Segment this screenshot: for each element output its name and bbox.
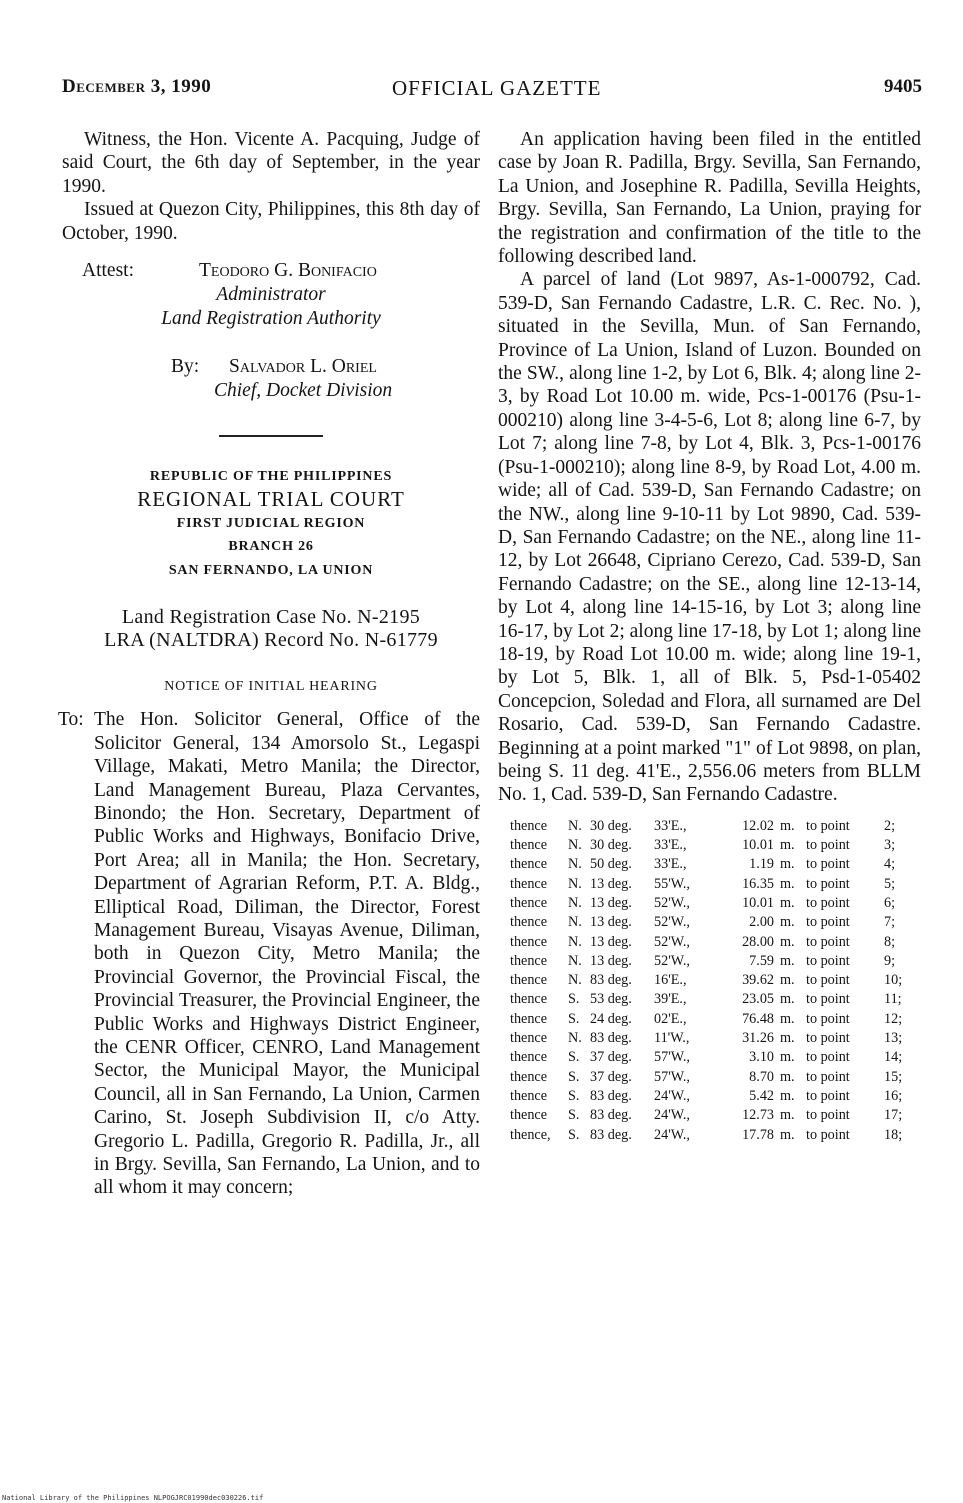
parcel-description: A parcel of land (Lot 9897, As-1-000792, Cad. 539-D, San Fernando Cadastre, L.R. C. Rec. No. ), situated in the Sevilla, Mun. of San Fernando, Province of La Union, Island of Luzon. Bounded on the SW., along line 1-2, by Lot 6, Blk. 4; along line 2-3, by Road Lot 10.00 m. wide, Pcs-1-00176 (Psu-1-000210) along line 3-4-5-6, Lot 8; along line 6-7, by Lot 7; along line 7-8, by Lot 4, Blk. 3, Pcs-1-00176 (Psu-1-000210); along line 8-9, by Road Lot, 4.00 m. wide; all of Cad. 539-D, San Fernando Cadastre; on the NW., along line 9-10-11 by Lot 9890, Cad. 539-D, San Fernando Cadastre; on the NE., along line 11-12, by Lot 26648, Cipriano Cerezo, Cad. 539-D, San Fernando Cadastre; on the SE., along line 12-13-14, by Lot 4, along line 14-15-16, by Lot 3; along line 16-17, by Lot 2; along line 17-18, by Lot 1; along line 18-19, by Road Lot 10.00 m. wide; along line 19-1, by Lot 5, Blk. 1, all of Blk. 5, Psd-1-05402 Concepcion, Soledad and Flora, all surnamed are Del Rosario, Cad. 539-D, San Fernando Cadastre. Beginning at a point marked "1" of Lot 9898, on plan, being S. 11 deg. 41'E., 2,556.06 meters from BLLM No. 1, Cad. 539-D, San Fernando Cadastre. [498, 269, 921, 806]
scan-footer: National Library of the Philippines NLPOGJRC01990dec030226.tif [2, 1494, 264, 1502]
bearing-unit: m. [780, 1087, 795, 1104]
bearing-dir: N. [568, 817, 582, 834]
bearing-min: 24'W., [654, 1107, 690, 1124]
bearing-unit: m. [780, 856, 795, 873]
issued-paragraph: Issued at Quezon City, Philippines, this 8th day of October, 1990. [62, 199, 480, 244]
attest-title-administrator: Administrator [216, 284, 326, 306]
bearing-dir: S. [568, 1107, 580, 1124]
bearing-to: to point [806, 1126, 850, 1143]
bearing-min: 52'W., [654, 914, 690, 931]
bearing-to: to point [806, 856, 850, 873]
bearing-to: to point [806, 933, 850, 950]
bearing-thence: thence [510, 1068, 548, 1085]
bearing-dir: N. [568, 972, 582, 989]
bearing-pt: 14; [884, 1049, 903, 1066]
right-column [498, 128, 921, 1145]
bearing-pt: 13; [884, 1030, 903, 1047]
bearing-pt: 5; [884, 875, 896, 892]
to-label: To: [58, 709, 84, 731]
bearing-row [510, 1068, 921, 1087]
bearing-pt: 12; [884, 1010, 903, 1027]
bearing-dir: N. [568, 1030, 582, 1047]
attest-name: Teodoro G. Bonifacio [199, 260, 377, 282]
bearing-dir: N. [568, 837, 582, 854]
bearing-min: 33'E., [654, 817, 687, 834]
judicial-region: FIRST JUDICIAL REGION [176, 515, 366, 531]
bearing-row [510, 1106, 921, 1125]
bearing-thence: thence [510, 1087, 548, 1104]
bearing-min: 52'W., [654, 933, 690, 950]
bearing-deg: 83 deg. [590, 1126, 632, 1143]
bearing-row [510, 836, 921, 855]
bearing-unit: m. [780, 1049, 795, 1066]
bearing-dist: 5.42 [749, 1087, 774, 1104]
bearing-min: 24'W., [654, 1087, 690, 1104]
bearing-deg: 83 deg. [590, 1030, 632, 1047]
page-header [62, 76, 922, 104]
bearing-to: to point [806, 914, 850, 931]
bearing-pt: 10; [884, 972, 903, 989]
bearing-row [510, 933, 921, 952]
bearing-min: 39'E., [654, 991, 687, 1008]
bearing-pt: 17; [884, 1107, 903, 1124]
bearing-dir: S. [568, 991, 580, 1008]
bearing-dist: 39.62 [742, 972, 774, 989]
by-title: Chief, Docket Division [214, 380, 393, 402]
bearing-deg: 13 deg. [590, 914, 632, 931]
application-paragraph: An application having been filed in the entitled case by Joan R. Padilla, Brgy. Sevilla, San Fernando, La Union, and Josephine R. Padilla, Sevilla Heights, Brgy. Sevilla, San Fernando, La Union, praying for the registration and confirmation of the title to the following described land. [498, 129, 921, 268]
court-location: SAN FERNANDO, LA UNION [168, 562, 374, 578]
attest-block [62, 259, 480, 333]
bearing-pt: 11; [884, 991, 902, 1008]
bearing-thence: thence [510, 933, 548, 950]
case-numbers [62, 606, 480, 653]
bearing-to: to point [806, 837, 850, 854]
bearing-dist: 76.48 [742, 1010, 774, 1027]
bearing-thence: thence [510, 894, 548, 911]
bearing-unit: m. [780, 972, 795, 989]
attest-label: Attest: [82, 260, 134, 282]
bearing-pt: 9; [884, 952, 896, 969]
bearing-unit: m. [780, 817, 795, 834]
bearing-pt: 18; [884, 1126, 903, 1143]
bearing-min: 52'W., [654, 894, 690, 911]
bearing-row [510, 1048, 921, 1067]
by-name: Salvador L. Oriel [229, 356, 377, 378]
bearing-to: to point [806, 972, 850, 989]
bearing-min: 57'W., [654, 1068, 690, 1085]
court-name: REGIONAL TRIAL COURT [137, 487, 405, 512]
bearing-thence: thence [510, 837, 548, 854]
bearing-deg: 37 deg. [590, 1049, 632, 1066]
by-label: By: [171, 356, 200, 378]
bearing-dist: 8.70 [749, 1068, 774, 1085]
bearing-deg: 30 deg. [590, 817, 632, 834]
bearing-row [510, 1029, 921, 1048]
bearing-deg: 13 deg. [590, 894, 632, 911]
bearing-thence: thence [510, 1030, 548, 1047]
bearing-deg: 50 deg. [590, 856, 632, 873]
bearing-to: to point [806, 991, 850, 1008]
bearing-row [510, 817, 921, 836]
court-heading [62, 465, 480, 582]
bearing-dist: 3.10 [749, 1049, 774, 1066]
bearing-deg: 13 deg. [590, 952, 632, 969]
bearing-dist: 31.26 [742, 1030, 774, 1047]
bearing-dir: N. [568, 914, 582, 931]
page-number: 9405 [884, 76, 922, 97]
bearing-unit: m. [780, 914, 795, 931]
left-column [58, 128, 480, 1200]
bearing-dist: 10.01 [742, 837, 774, 854]
bearing-pt: 2; [884, 817, 896, 834]
bearing-deg: 13 deg. [590, 933, 632, 950]
bearing-dist: 12.02 [742, 817, 774, 834]
bearing-dist: 23.05 [742, 991, 774, 1008]
bearing-deg: 24 deg. [590, 1010, 632, 1027]
bearing-thence: thence [510, 856, 548, 873]
bearing-dist: 12.73 [742, 1107, 774, 1124]
bearing-deg: 13 deg. [590, 875, 632, 892]
bearing-deg: 83 deg. [590, 972, 632, 989]
addressees-text: The Hon. Solicitor General, Office of the Solicitor General, 134 Amorsolo St., Legaspi Village, Makati, Metro Manila; the Director, Land Management Bureau, Plaza Cervantes, Binondo; the Hon. Secretary, Department of Public Works and Highways, Bonifacio Drive, Port Area; all in Manila; the Hon. Secretary, Department of Agrarian Reform, P.T. A. Bldg., Elliptical Road, Diliman, the Director, Forest Management Bureau, Visayas Avenue, Diliman, both in Quezon City, Metro Manila; the Provincial Governor, the Provincial Fiscal, the Provincial Treasurer, the Provincial Engineer, the Public Works and Highways District Engineer, the CENR Officer, CENRO, Land Management Sector, the Municipal Mayor, the Municipal Council, all in San Fernando, La Union, Carmen Carino, St. Joseph Subdivision II, c/o Atty. Gregorio L. Padilla, Gregorio R. Padilla, Jr., all in Brgy. Sevilla, San Fernando, La Union, and to all whom it may concern; [94, 709, 480, 1199]
bearing-unit: m. [780, 1030, 795, 1047]
bearing-thence: thence [510, 991, 548, 1008]
republic-heading: REPUBLIC OF THE PHILIPPINES [149, 469, 393, 485]
addressees-block [58, 708, 480, 1200]
by-block [62, 355, 480, 405]
bearing-min: 57'W., [654, 1049, 690, 1066]
bearing-to: to point [806, 1068, 850, 1085]
record-number: LRA (NALTDRA) Record No. N-61779 [104, 629, 438, 652]
bearing-to: to point [806, 1087, 850, 1104]
bearing-unit: m. [780, 991, 795, 1008]
bearing-pt: 3; [884, 837, 896, 854]
attest-title-authority: Land Registration Authority [161, 308, 381, 330]
bearing-to: to point [806, 952, 850, 969]
bearing-to: to point [806, 1107, 850, 1124]
bearing-row [510, 1087, 921, 1106]
bearing-dir: S. [568, 1087, 580, 1104]
bearing-to: to point [806, 894, 850, 911]
bearing-thence: thence [510, 1049, 548, 1066]
bearing-to: to point [806, 1030, 850, 1047]
bearing-min: 02'E., [654, 1010, 687, 1027]
bearing-row [510, 1010, 921, 1029]
section-divider [219, 435, 323, 437]
bearing-dir: S. [568, 1010, 580, 1027]
bearing-to: to point [806, 1010, 850, 1027]
bearing-dir: N. [568, 894, 582, 911]
bearing-unit: m. [780, 1126, 795, 1143]
bearing-thence: thence, [510, 1126, 551, 1143]
bearing-thence: thence [510, 1010, 548, 1027]
bearing-dir: N. [568, 875, 582, 892]
bearing-unit: m. [780, 1068, 795, 1085]
bearing-dir: S. [568, 1068, 580, 1085]
bearing-unit: m. [780, 1010, 795, 1027]
bearing-pt: 8; [884, 933, 896, 950]
bearing-thence: thence [510, 1107, 548, 1124]
bearing-dist: 17.78 [742, 1126, 774, 1143]
bearing-dir: N. [568, 933, 582, 950]
bearing-min: 52'W., [654, 952, 690, 969]
bearing-min: 55'W., [654, 875, 690, 892]
notice-title: NOTICE OF INITIAL HEARING [164, 678, 378, 694]
issue-date: December 3, 1990 [62, 76, 212, 97]
branch-number: BRANCH 26 [228, 539, 314, 555]
bearing-row [510, 990, 921, 1009]
bearing-thence: thence [510, 972, 548, 989]
bearing-unit: m. [780, 952, 795, 969]
bearing-unit: m. [780, 837, 795, 854]
bearing-row [510, 1126, 921, 1145]
bearing-pt: 7; [884, 914, 896, 931]
case-number: Land Registration Case No. N-2195 [121, 606, 421, 629]
bearing-dist: 28.00 [742, 933, 774, 950]
bearing-thence: thence [510, 817, 548, 834]
bearing-to: to point [806, 817, 850, 834]
publication-title: OFFICIAL GAZETTE [392, 76, 602, 100]
bearing-unit: m. [780, 875, 795, 892]
bearing-row [510, 855, 921, 874]
bearing-unit: m. [780, 933, 795, 950]
bearing-thence: thence [510, 914, 548, 931]
bearing-row [510, 894, 921, 913]
bearing-deg: 83 deg. [590, 1107, 632, 1124]
bearing-deg: 53 deg. [590, 991, 632, 1008]
bearing-row [510, 875, 921, 894]
bearing-pt: 16; [884, 1087, 903, 1104]
bearing-pt: 4; [884, 856, 896, 873]
bearing-min: 33'E., [654, 837, 687, 854]
bearing-dir: N. [568, 952, 582, 969]
bearing-to: to point [806, 875, 850, 892]
bearing-unit: m. [780, 894, 795, 911]
bearing-pt: 6; [884, 894, 896, 911]
bearing-dist: 16.35 [742, 875, 774, 892]
bearing-thence: thence [510, 952, 548, 969]
bearing-deg: 30 deg. [590, 837, 632, 854]
bearing-min: 24'W., [654, 1126, 690, 1143]
bearing-min: 33'E., [654, 856, 687, 873]
bearing-dist: 2.00 [749, 914, 774, 931]
witness-paragraph: Witness, the Hon. Vicente A. Pacquing, Judge of said Court, the 6th day of September, in the year 1990. [62, 129, 480, 197]
bearing-min: 11'W., [654, 1030, 690, 1047]
bearing-dir: S. [568, 1126, 580, 1143]
bearing-pt: 15; [884, 1068, 903, 1085]
bearings-list [498, 817, 921, 1145]
bearing-dir: N. [568, 856, 582, 873]
bearing-thence: thence [510, 875, 548, 892]
bearing-dist: 10.01 [742, 894, 774, 911]
bearing-min: 16'E., [654, 972, 687, 989]
bearing-unit: m. [780, 1107, 795, 1124]
bearing-row [510, 952, 921, 971]
bearing-dir: S. [568, 1049, 580, 1066]
bearing-row [510, 971, 921, 990]
bearing-dist: 7.59 [749, 952, 774, 969]
bearing-to: to point [806, 1049, 850, 1066]
bearing-row [510, 913, 921, 932]
bearing-deg: 37 deg. [590, 1068, 632, 1085]
bearing-deg: 83 deg. [590, 1087, 632, 1104]
bearing-dist: 1.19 [749, 856, 774, 873]
